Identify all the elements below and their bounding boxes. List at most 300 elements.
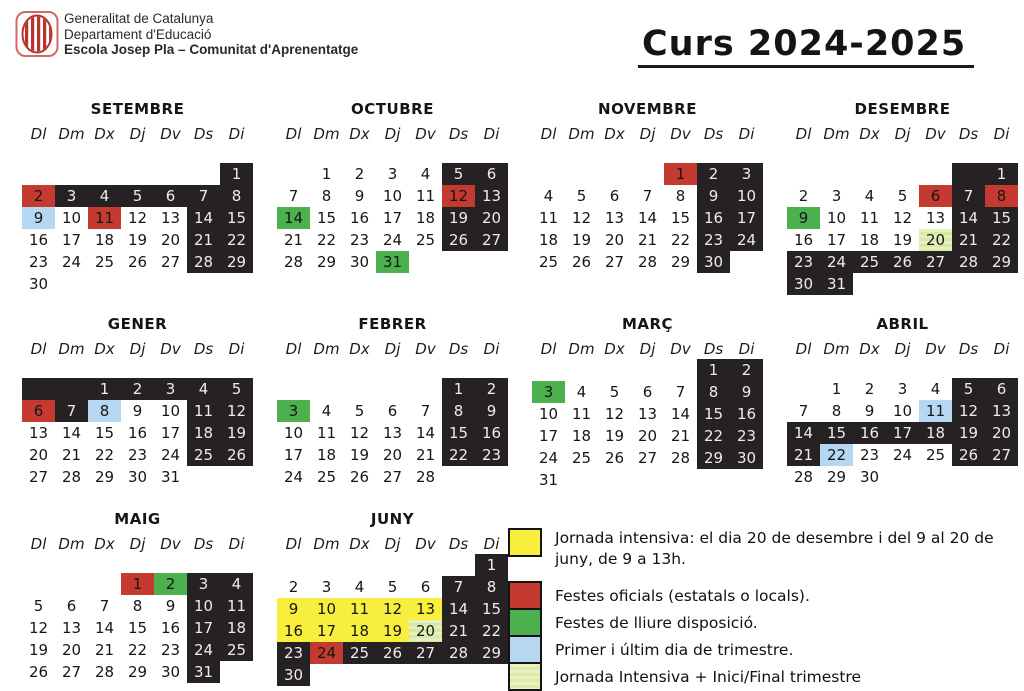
empty-cell [187, 466, 220, 488]
week-row [22, 378, 253, 400]
day-cell: 4 [88, 185, 121, 207]
day-cell: 7 [55, 400, 88, 422]
day-cell: 17 [283, 446, 304, 464]
day-cell: 14 [94, 619, 115, 637]
day-cell: 18 [220, 617, 253, 639]
day-cell: 10 [283, 424, 304, 442]
week-row [22, 251, 253, 273]
day-cell: 12 [604, 405, 625, 423]
day-cell: 23 [859, 446, 880, 464]
month-title: OCTUBRE [351, 100, 434, 118]
day-cell: 17 [538, 427, 559, 445]
day-cell: 8 [442, 400, 475, 422]
day-cell: 12 [127, 209, 148, 227]
weekday-header: Di [483, 340, 500, 358]
day-cell: 12 [349, 424, 370, 442]
empty-cell [787, 378, 820, 400]
day-cell: 21 [61, 446, 82, 464]
day-cell: 7 [675, 383, 686, 401]
day-cell: 30 [28, 275, 49, 293]
weekday-header: Dx [349, 125, 370, 143]
day-cell: 6 [475, 163, 508, 185]
weekday-header: Dv [415, 535, 436, 553]
day-cell: 23 [28, 253, 49, 271]
weekday-header: Dj [894, 340, 911, 358]
day-cell: 23 [475, 444, 508, 466]
legend-label: Festes de lliure disposició. [555, 614, 758, 632]
day-cell: 6 [22, 400, 55, 422]
weekday-header: Dx [349, 535, 370, 553]
empty-cell [730, 251, 763, 273]
day-cell: 17 [826, 231, 847, 249]
empty-cell [853, 163, 886, 185]
day-cell: 24 [382, 231, 403, 249]
day-cell: 15 [316, 209, 337, 227]
weekday-header: Di [228, 340, 245, 358]
day-cell: 17 [382, 209, 403, 227]
month-novembre [532, 100, 763, 273]
day-cell: 10 [187, 595, 220, 617]
month-title: GENER [107, 315, 168, 333]
weekday-header: Dj [384, 125, 401, 143]
empty-cell [310, 554, 343, 576]
empty-cell [475, 466, 508, 488]
day-cell: 29 [697, 447, 730, 469]
weekday-header: Ds [958, 340, 979, 358]
day-cell: 18 [538, 231, 559, 249]
week-row [532, 251, 763, 273]
weekday-header: Dj [639, 340, 656, 358]
day-cell: 11 [316, 424, 337, 442]
day-cell: 11 [220, 595, 253, 617]
weekday-header: Di [228, 535, 245, 553]
weekday-header-row [277, 535, 508, 553]
weekday-header: Dm [313, 125, 340, 143]
day-cell: 20 [28, 446, 49, 464]
weekday-header: Di [993, 125, 1010, 143]
weekday-header: Dx [604, 340, 625, 358]
day-cell: 4 [930, 380, 941, 398]
day-cell: 26 [376, 642, 409, 664]
day-cell: 2 [288, 578, 299, 596]
week-row [22, 163, 253, 185]
day-cell: 15 [94, 424, 115, 442]
weekday-header: Dl [285, 125, 302, 143]
empty-cell [343, 664, 376, 686]
day-cell: 29 [94, 468, 115, 486]
day-cell: 21 [283, 231, 304, 249]
day-cell: 15 [697, 403, 730, 425]
day-cell: 19 [571, 231, 592, 249]
day-cell: 10 [826, 209, 847, 227]
day-cell: 23 [697, 229, 730, 251]
day-cell: 20 [160, 231, 181, 249]
empty-cell [277, 554, 310, 576]
day-cell: 3 [187, 573, 220, 595]
week-row [22, 617, 253, 639]
day-cell: 19 [349, 446, 370, 464]
day-cell: 14 [415, 424, 436, 442]
empty-cell [598, 163, 631, 185]
day-cell: 27 [409, 642, 442, 664]
weekday-header: Dl [30, 535, 47, 553]
day-cell: 9 [132, 402, 143, 420]
empty-cell [121, 273, 154, 295]
day-cell: 22 [697, 425, 730, 447]
day-cell: 7 [798, 402, 809, 420]
weeks-grid [22, 378, 253, 488]
day-cell: 3 [831, 187, 842, 205]
day-cell: 7 [288, 187, 299, 205]
weekday-header: Dj [639, 125, 656, 143]
day-cell: 25 [94, 253, 115, 271]
empty-cell [475, 664, 508, 686]
empty-cell [88, 273, 121, 295]
day-cell: 13 [382, 424, 403, 442]
day-cell: 24 [160, 446, 181, 464]
day-cell: 19 [376, 620, 409, 642]
day-cell: 14 [277, 207, 310, 229]
day-cell: 24 [283, 468, 304, 486]
week-row [22, 573, 253, 595]
day-cell: 31 [187, 661, 220, 683]
day-cell: 14 [952, 207, 985, 229]
day-cell: 20 [985, 422, 1018, 444]
empty-cell [787, 163, 820, 185]
day-cell: 15 [820, 422, 853, 444]
weekday-header: Dl [540, 125, 557, 143]
day-cell: 6 [985, 378, 1018, 400]
empty-cell [310, 664, 343, 686]
empty-cell [154, 163, 187, 185]
weekday-header: Dv [670, 125, 691, 143]
day-cell: 25 [316, 468, 337, 486]
day-cell: 11 [538, 209, 559, 227]
day-cell: 30 [160, 663, 181, 681]
day-cell: 11 [415, 187, 436, 205]
day-cell: 8 [220, 185, 253, 207]
week-row [277, 378, 508, 400]
day-cell: 20 [382, 446, 403, 464]
day-cell: 22 [94, 446, 115, 464]
weekday-header: Dv [925, 340, 946, 358]
day-cell: 14 [637, 209, 658, 227]
day-cell: 8 [675, 187, 686, 205]
month-title: FEBRER [358, 315, 427, 333]
weekday-header: Dx [859, 125, 880, 143]
week-row [532, 185, 763, 207]
day-cell: 19 [127, 231, 148, 249]
weekday-header-row [22, 125, 253, 143]
day-cell: 21 [787, 444, 820, 466]
weekday-header-row [532, 340, 763, 358]
weekday-header: Dl [795, 340, 812, 358]
empty-cell [598, 359, 631, 381]
day-cell: 17 [160, 424, 181, 442]
weeks-grid [22, 163, 253, 295]
empty-cell [532, 163, 565, 185]
legend-item-green [508, 610, 1022, 637]
day-cell: 12 [952, 400, 985, 422]
week-row [532, 469, 763, 491]
week-row [22, 229, 253, 251]
empty-cell [55, 378, 88, 400]
month-title: NOVEMBRE [598, 100, 697, 118]
day-cell: 20 [637, 427, 658, 445]
day-cell: 14 [61, 424, 82, 442]
day-cell: 21 [637, 231, 658, 249]
day-cell: 16 [853, 422, 886, 444]
day-cell: 25 [220, 639, 253, 661]
empty-cell [121, 163, 154, 185]
weeks-grid [277, 554, 508, 686]
day-cell: 7 [642, 187, 653, 205]
legend-swatch-green [508, 608, 542, 637]
week-row [532, 163, 763, 185]
empty-cell [442, 664, 475, 686]
day-cell: 9 [475, 400, 508, 422]
day-cell: 3 [387, 165, 398, 183]
week-row [787, 207, 1018, 229]
weekday-header: Dx [859, 340, 880, 358]
empty-cell [952, 163, 985, 185]
weekday-header: Dm [313, 535, 340, 553]
weekday-header: Dl [795, 125, 812, 143]
day-cell: 12 [220, 400, 253, 422]
legend-swatch-lightgreen [508, 662, 542, 691]
week-row [277, 466, 508, 488]
empty-cell [664, 469, 697, 491]
empty-cell [565, 163, 598, 185]
week-row [277, 664, 508, 686]
weekday-header: Dj [894, 125, 911, 143]
weekday-header-row [532, 125, 763, 143]
day-cell: 12 [28, 619, 49, 637]
day-cell: 7 [420, 402, 431, 420]
weekday-header: Dm [313, 340, 340, 358]
day-cell: 11 [919, 400, 952, 422]
day-cell: 27 [604, 253, 625, 271]
day-cell: 2 [864, 380, 875, 398]
empty-cell [565, 469, 598, 491]
day-cell: 27 [637, 449, 658, 467]
week-row [787, 229, 1018, 251]
day-cell: 28 [952, 251, 985, 273]
day-cell: 9 [697, 185, 730, 207]
day-cell: 13 [28, 424, 49, 442]
day-cell: 29 [826, 468, 847, 486]
day-cell: 19 [442, 207, 475, 229]
weekday-header: Dv [925, 125, 946, 143]
empty-cell [952, 466, 985, 488]
day-cell: 18 [415, 209, 436, 227]
day-cell: 23 [730, 425, 763, 447]
legend-label: Jornada intensiva: el dia 20 de desembre i del 9 al 20 de juny, de 9 a 13h. [555, 529, 994, 568]
week-row [532, 229, 763, 251]
day-cell: 6 [609, 187, 620, 205]
day-cell: 9 [787, 207, 820, 229]
day-cell: 1 [985, 163, 1018, 185]
month-juny [277, 510, 508, 686]
week-row [532, 359, 763, 381]
day-cell: 8 [475, 576, 508, 598]
weekday-header-row [277, 340, 508, 358]
empty-cell [475, 251, 508, 273]
empty-cell [631, 359, 664, 381]
org-name: Generalitat de Catalunya [64, 11, 214, 26]
day-cell: 28 [415, 468, 436, 486]
day-cell: 30 [697, 251, 730, 273]
day-cell: 23 [277, 642, 310, 664]
day-cell: 3 [277, 400, 310, 422]
weekday-header-row [277, 125, 508, 143]
week-row [277, 251, 508, 273]
weekday-header: Dm [568, 125, 595, 143]
day-cell: 20 [475, 207, 508, 229]
weekday-header: Dv [415, 340, 436, 358]
day-cell: 2 [154, 573, 187, 595]
day-cell: 25 [343, 642, 376, 664]
weekday-header: Di [483, 125, 500, 143]
empty-cell [919, 466, 952, 488]
week-row [277, 207, 508, 229]
day-cell: 24 [61, 253, 82, 271]
day-cell: 2 [22, 185, 55, 207]
day-cell: 25 [925, 446, 946, 464]
day-cell: 25 [538, 253, 559, 271]
day-cell: 7 [99, 597, 110, 615]
weekday-header: Dj [129, 340, 146, 358]
day-cell: 24 [730, 229, 763, 251]
day-cell: 26 [952, 444, 985, 466]
empty-cell [919, 273, 952, 295]
week-row [532, 207, 763, 229]
month-octubre [277, 100, 508, 273]
weekday-header-row [787, 125, 1018, 143]
week-row [22, 444, 253, 466]
weekday-header: Di [483, 535, 500, 553]
empty-cell [442, 554, 475, 576]
day-cell: 29 [475, 642, 508, 664]
empty-cell [664, 359, 697, 381]
day-cell: 26 [442, 229, 475, 251]
day-cell: 6 [387, 402, 398, 420]
day-cell: 7 [952, 185, 985, 207]
weekday-header: Ds [193, 125, 214, 143]
day-cell: 9 [277, 598, 310, 620]
day-cell: 10 [310, 598, 343, 620]
day-cell: 21 [187, 229, 220, 251]
day-cell: 18 [571, 427, 592, 445]
week-row [787, 163, 1018, 185]
week-row [22, 185, 253, 207]
week-row [277, 554, 508, 576]
month-title: JUNY [370, 510, 415, 528]
day-cell: 22 [985, 229, 1018, 251]
day-cell: 22 [442, 444, 475, 466]
day-cell: 4 [576, 383, 587, 401]
day-cell: 31 [820, 273, 853, 295]
day-cell: 22 [127, 641, 148, 659]
day-cell: 5 [897, 187, 908, 205]
week-row [277, 642, 508, 664]
week-row [532, 425, 763, 447]
day-cell: 26 [571, 253, 592, 271]
day-cell: 31 [160, 468, 181, 486]
day-cell: 22 [220, 229, 253, 251]
day-cell: 13 [61, 619, 82, 637]
empty-cell [376, 378, 409, 400]
week-row [787, 273, 1018, 295]
day-cell: 1 [88, 378, 121, 400]
day-cell: 1 [121, 573, 154, 595]
day-cell: 18 [316, 446, 337, 464]
day-cell: 28 [187, 251, 220, 273]
weekday-header: Dj [129, 535, 146, 553]
day-cell: 5 [387, 578, 398, 596]
week-row [277, 229, 508, 251]
week-row [22, 207, 253, 229]
empty-cell [277, 163, 310, 185]
day-cell: 18 [94, 231, 115, 249]
day-cell: 5 [220, 378, 253, 400]
legend-swatch-yellow [508, 528, 542, 557]
weekday-header: Dv [160, 340, 181, 358]
day-cell: 8 [321, 187, 332, 205]
week-row [22, 466, 253, 488]
weekday-header: Dj [384, 535, 401, 553]
weeks-grid [787, 163, 1018, 295]
day-cell: 1 [664, 163, 697, 185]
empty-cell [886, 466, 919, 488]
day-cell: 29 [316, 253, 337, 271]
day-cell: 29 [985, 251, 1018, 273]
week-row [277, 620, 508, 642]
day-cell: 10 [61, 209, 82, 227]
day-cell: 30 [730, 447, 763, 469]
day-cell: 4 [864, 187, 875, 205]
week-row [787, 444, 1018, 466]
day-cell: 24 [187, 639, 220, 661]
day-cell: 6 [66, 597, 77, 615]
month-maig [22, 510, 253, 683]
day-cell: 21 [670, 427, 691, 445]
day-cell: 29 [670, 253, 691, 271]
weekday-header-row [22, 340, 253, 358]
day-cell: 23 [127, 446, 148, 464]
weekday-header: Dx [94, 535, 115, 553]
day-cell: 27 [61, 663, 82, 681]
day-cell: 24 [538, 449, 559, 467]
day-cell: 29 [127, 663, 148, 681]
week-row [22, 422, 253, 444]
empty-cell [88, 573, 121, 595]
legend-item-blue [508, 637, 1022, 664]
day-cell: 3 [154, 378, 187, 400]
day-cell: 25 [415, 231, 436, 249]
weekday-header: Ds [448, 125, 469, 143]
empty-cell [22, 163, 55, 185]
day-cell: 13 [475, 185, 508, 207]
day-cell: 16 [277, 620, 310, 642]
empty-cell [532, 359, 565, 381]
day-cell: 8 [88, 400, 121, 422]
day-cell: 9 [354, 187, 365, 205]
empty-cell [55, 163, 88, 185]
day-cell: 22 [820, 444, 853, 466]
weekday-header: Ds [703, 340, 724, 358]
week-row [787, 400, 1018, 422]
